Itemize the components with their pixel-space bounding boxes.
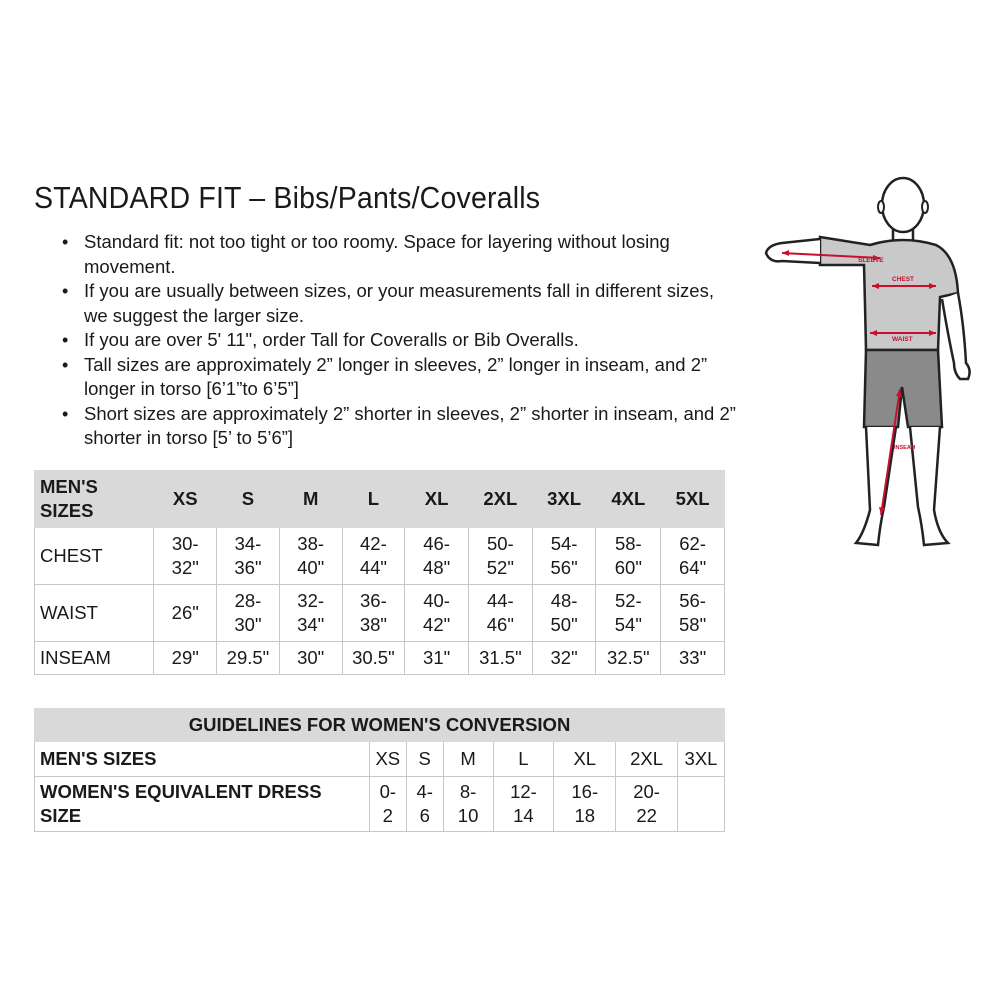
table-cell: 34-36" [217,528,280,585]
waist-label: WAIST [892,336,913,343]
table-cell: 33" [661,642,725,675]
table-cell: 48-50" [532,585,596,642]
mens-size-table [34,470,725,675]
table-cell: 4-6 [406,777,443,832]
list-item: • Standard fit: not too tight or too roomy. Space for layering without losing movement. [62,230,742,279]
table-row [35,585,725,642]
table-cell: 3XL [678,742,725,777]
table-cell: 32-34" [279,585,342,642]
table-cell: 12-14 [493,777,554,832]
table-cell: 50-52" [468,528,532,585]
table-cell: 2XL [616,742,678,777]
table-cell: 36-38" [342,585,405,642]
table-cell: 29" [154,642,217,675]
table-row [35,642,725,675]
table-cell: 20-22 [616,777,678,832]
column-header: XS [154,471,217,528]
table-cell: 40-42" [405,585,469,642]
inseam-label: INSEAM [894,445,916,451]
chest-label: CHEST [892,276,915,283]
table-cell: 52-54" [596,585,661,642]
row-label: WAIST [35,585,154,642]
table-cell: 16-18 [554,777,616,832]
column-header: S [217,471,280,528]
list-item: • Short sizes are approximately 2” shorter in sleeves, 2” shorter in inseam, and 2” shorter in torso [5’ to 5’6”] [62,402,742,451]
table-cell: XS [369,742,406,777]
column-header: MEN'S SIZES [35,471,154,528]
table-row [35,528,725,585]
row-label: INSEAM [35,642,154,675]
table-cell: 28-30" [217,585,280,642]
table-cell: 29.5" [217,642,280,675]
column-header: 4XL [596,471,661,528]
table-row [35,742,725,777]
table-header-row [35,471,725,528]
table-cell: M [443,742,493,777]
measurement-figure [760,165,975,550]
table-cell [678,777,725,832]
womens-conversion-table [34,708,725,832]
column-header: 3XL [532,471,596,528]
table-cell: L [493,742,554,777]
table-cell: 32.5" [596,642,661,675]
table-cell: XL [554,742,616,777]
table-cell: 38-40" [279,528,342,585]
table-cell: 30" [279,642,342,675]
list-item: • If you are usually between sizes, or your measurements fall in different sizes, we suggest the larger size. [62,279,742,328]
fit-notes-list [62,230,742,451]
column-header: L [342,471,405,528]
page-title: STANDARD FIT – Bibs/Pants/Coveralls [34,180,541,215]
table-cell: 46-48" [405,528,469,585]
table-cell: 32" [532,642,596,675]
table-cell: 44-46" [468,585,532,642]
list-item: • If you are over 5' 11", order Tall for Coveralls or Bib Overalls. [62,328,742,353]
column-header: 2XL [468,471,532,528]
table-row [35,777,725,832]
row-label: WOMEN'S EQUIVALENT DRESS SIZE [35,777,370,832]
column-header: 5XL [661,471,725,528]
row-label: MEN'S SIZES [35,742,370,777]
table-cell: 54-56" [532,528,596,585]
table-cell: 30.5" [342,642,405,675]
table-cell: 8-10 [443,777,493,832]
table-cell: 62-64" [661,528,725,585]
sleeve-label: SLEEVE [858,257,884,264]
table-title: GUIDELINES FOR WOMEN'S CONVERSION [35,709,725,742]
list-item: • Tall sizes are approximately 2” longer in sleeves, 2” longer in inseam, and 2” longer in torso [6’1”to 6’5”] [62,353,742,402]
column-header: M [279,471,342,528]
table-cell: S [406,742,443,777]
table-cell: 31.5" [468,642,532,675]
column-header: XL [405,471,469,528]
body-outline-illustration [760,165,975,550]
table-cell: 26" [154,585,217,642]
table-cell: 0-2 [369,777,406,832]
row-label: CHEST [35,528,154,585]
table-cell: 31" [405,642,469,675]
table-cell: 56-58" [661,585,725,642]
table-cell: 30-32" [154,528,217,585]
table-cell: 42-44" [342,528,405,585]
table-cell: 58-60" [596,528,661,585]
